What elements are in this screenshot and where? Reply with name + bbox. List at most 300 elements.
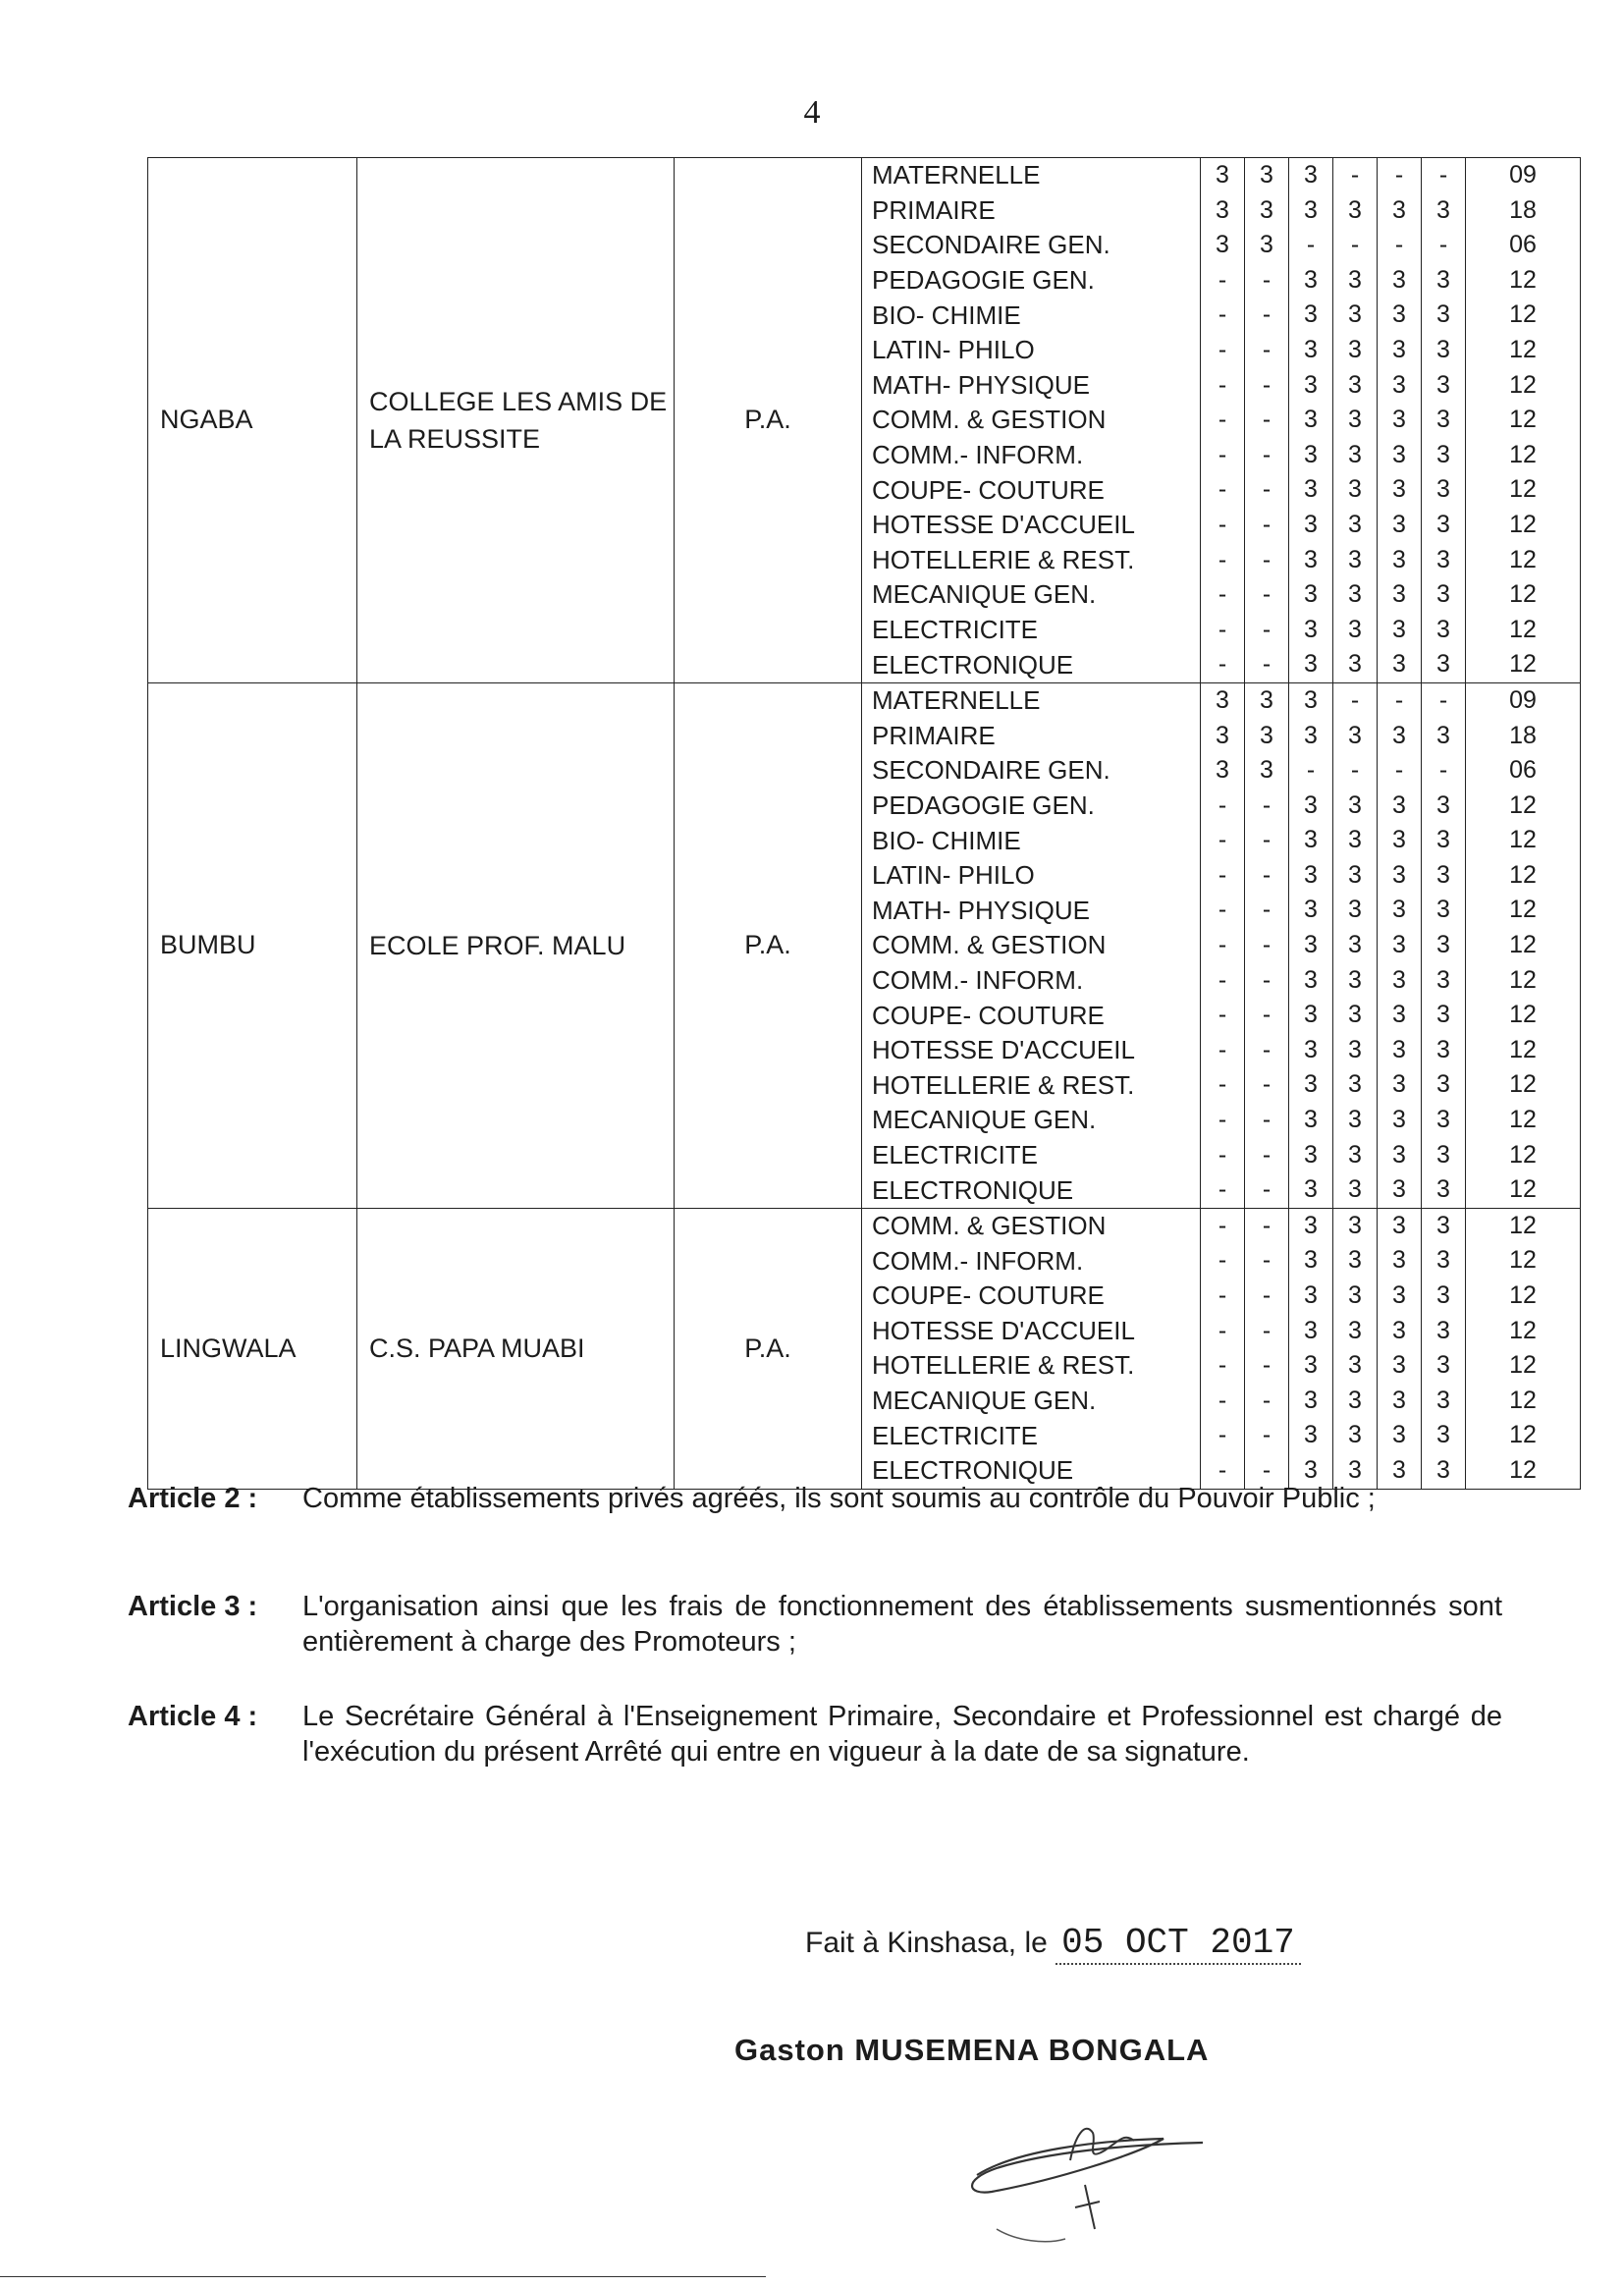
class-mark: -: [1438, 231, 1448, 259]
class-column-5: [1378, 158, 1422, 683]
class-mark: 3: [1304, 1421, 1318, 1449]
total-value: 06: [1509, 231, 1537, 259]
class-mark: 3: [1392, 860, 1406, 889]
option-name: [862, 1033, 1200, 1068]
class-mark: 3: [1304, 1106, 1318, 1134]
total-value: 12: [1509, 1140, 1537, 1169]
class-mark: 3: [1392, 475, 1406, 504]
class-mark: 3: [1216, 195, 1229, 224]
class-mark: 3: [1436, 1106, 1450, 1134]
class-mark: -: [1262, 896, 1272, 924]
option-label: COUPE- COUTURE: [872, 1280, 1105, 1311]
class-mark: 3: [1348, 1421, 1362, 1449]
total-value: 09: [1509, 161, 1537, 189]
option-label: COMM. & GESTION: [872, 930, 1107, 960]
class-mark: 3: [1304, 370, 1318, 399]
class-mark: -: [1218, 1455, 1227, 1484]
class-mark: 3: [1436, 1070, 1450, 1099]
class-mark: -: [1262, 1106, 1272, 1134]
class-mark: 3: [1392, 1316, 1406, 1344]
class-mark: 3: [1348, 1140, 1362, 1169]
class-mark: 3: [1392, 1421, 1406, 1449]
class-mark: 3: [1436, 1175, 1450, 1204]
option-name: [862, 298, 1200, 333]
options-cell: [862, 682, 1201, 1208]
total-value: 12: [1509, 1351, 1537, 1380]
option-name: [862, 333, 1200, 368]
class-mark: -: [1262, 1001, 1272, 1029]
class-mark: 3: [1392, 1106, 1406, 1134]
option-name: [862, 613, 1200, 648]
total-value: 12: [1509, 615, 1537, 643]
class-mark: -: [1262, 650, 1272, 679]
class-mark: 3: [1436, 1035, 1450, 1063]
option-label: ELECTRONIQUE: [872, 1174, 1074, 1205]
class-mark: 3: [1392, 545, 1406, 573]
option-name: [862, 438, 1200, 473]
option-name: [862, 823, 1200, 858]
option-name: [862, 263, 1200, 299]
class-mark: -: [1262, 860, 1272, 889]
class-mark: 3: [1304, 335, 1318, 363]
class-mark: 3: [1392, 370, 1406, 399]
option-label: COMM. & GESTION: [872, 1211, 1107, 1241]
class-mark: 3: [1392, 300, 1406, 329]
class-column-4: [1333, 158, 1378, 683]
option-name: [862, 753, 1200, 789]
class-mark: 3: [1392, 615, 1406, 643]
article-2: [128, 1481, 1502, 1516]
total-value: 06: [1509, 756, 1537, 785]
class-mark: -: [1262, 1070, 1272, 1099]
class-mark: 3: [1392, 790, 1406, 819]
option-name: [862, 1384, 1200, 1419]
class-mark: -: [1262, 1035, 1272, 1063]
class-mark: 3: [1348, 721, 1362, 749]
class-mark: -: [1218, 265, 1227, 294]
article-label: Article 3 :: [128, 1591, 258, 1622]
class-mark: 3: [1436, 475, 1450, 504]
class-mark: 3: [1348, 1455, 1362, 1484]
class-mark: 3: [1392, 965, 1406, 994]
options-cell: [862, 158, 1201, 683]
option-name: [862, 158, 1200, 193]
class-mark: 3: [1304, 1386, 1318, 1414]
class-mark: -: [1394, 756, 1404, 785]
class-mark: 3: [1436, 1351, 1450, 1380]
class-mark: -: [1218, 510, 1227, 538]
class-column-6: [1422, 158, 1466, 683]
class-mark: -: [1218, 860, 1227, 889]
class-mark: 3: [1348, 860, 1362, 889]
article-4: [128, 1699, 1502, 1769]
total-column: [1466, 158, 1581, 683]
class-mark: -: [1218, 335, 1227, 363]
class-mark: 3: [1348, 1386, 1362, 1414]
class-mark: -: [1262, 1140, 1272, 1169]
class-mark: -: [1306, 756, 1316, 785]
option-label: COMM.- INFORM.: [872, 964, 1084, 995]
class-mark: -: [1262, 475, 1272, 504]
class-mark: -: [1262, 1351, 1272, 1380]
class-mark: 3: [1392, 265, 1406, 294]
class-mark: 3: [1436, 1455, 1450, 1484]
option-name: [862, 368, 1200, 404]
total-value: 12: [1509, 1386, 1537, 1414]
total-value: 12: [1509, 1211, 1537, 1239]
total-value: 12: [1509, 826, 1537, 854]
class-mark: 3: [1392, 1281, 1406, 1309]
class-mark: 3: [1216, 756, 1229, 785]
class-mark: 3: [1348, 370, 1362, 399]
option-label: LATIN- PHILO: [872, 335, 1035, 365]
footer-rule: [0, 2276, 766, 2277]
class-mark: 3: [1260, 195, 1273, 224]
class-mark: -: [1306, 231, 1316, 259]
class-mark: 3: [1216, 685, 1229, 714]
class-mark: 3: [1304, 580, 1318, 609]
class-mark: -: [1218, 1070, 1227, 1099]
class-mark: 3: [1436, 545, 1450, 573]
option-label: HOTELLERIE & REST.: [872, 1069, 1135, 1100]
option-name: [862, 683, 1200, 719]
total-value: 12: [1509, 580, 1537, 609]
total-value: 12: [1509, 1246, 1537, 1275]
class-mark: -: [1262, 335, 1272, 363]
option-name: [862, 1103, 1200, 1138]
class-mark: 3: [1348, 195, 1362, 224]
commune-cell: NGABA: [148, 158, 357, 683]
class-mark: 3: [1348, 650, 1362, 679]
class-mark: 3: [1348, 510, 1362, 538]
class-mark: -: [1262, 265, 1272, 294]
class-mark: 3: [1436, 615, 1450, 643]
option-name: [862, 928, 1200, 963]
class-mark: -: [1218, 790, 1227, 819]
class-mark: 3: [1260, 756, 1273, 785]
class-mark: 3: [1348, 896, 1362, 924]
class-mark: 3: [1392, 650, 1406, 679]
total-value: 12: [1509, 1316, 1537, 1344]
class-mark: 3: [1392, 931, 1406, 959]
class-mark: 3: [1348, 1175, 1362, 1204]
option-name: [862, 403, 1200, 438]
class-mark: 3: [1304, 195, 1318, 224]
class-mark: -: [1218, 1175, 1227, 1204]
total-value: 12: [1509, 965, 1537, 994]
option-name: [862, 508, 1200, 543]
option-name: [862, 858, 1200, 894]
class-mark: 3: [1304, 1140, 1318, 1169]
class-mark: -: [1262, 1281, 1272, 1309]
article-label: Article 2 :: [128, 1483, 258, 1514]
class-mark: 3: [1392, 1175, 1406, 1204]
class-mark: 3: [1260, 721, 1273, 749]
class-mark: -: [1218, 1351, 1227, 1380]
class-mark: 3: [1436, 790, 1450, 819]
class-mark: 3: [1436, 300, 1450, 329]
table-row: [148, 1208, 1581, 1489]
class-mark: 3: [1304, 265, 1318, 294]
closing-place-date: [805, 1923, 1301, 1963]
school-cell: COLLEGE LES AMIS DE LA REUSSITE: [357, 158, 675, 683]
class-mark: 3: [1348, 1070, 1362, 1099]
total-value: 12: [1509, 1001, 1537, 1029]
option-name: [862, 1138, 1200, 1173]
class-mark: -: [1218, 896, 1227, 924]
total-value: 12: [1509, 1281, 1537, 1309]
class-mark: 3: [1304, 650, 1318, 679]
article-text: Comme établissements privés agréés, ils sont soumis au contrôle du Pouvoir Public ;: [302, 1483, 1376, 1514]
school-cell: ECOLE PROF. MALU: [357, 682, 675, 1208]
class-mark: -: [1262, 1211, 1272, 1239]
class-mark: 3: [1348, 475, 1362, 504]
class-mark: 3: [1304, 510, 1318, 538]
class-mark: 3: [1392, 510, 1406, 538]
option-label: PEDAGOGIE GEN.: [872, 789, 1095, 820]
class-mark: -: [1262, 1175, 1272, 1204]
option-label: MECANIQUE GEN.: [872, 1105, 1097, 1135]
option-label: HOTELLERIE & REST.: [872, 1350, 1135, 1381]
class-mark: 3: [1304, 1001, 1318, 1029]
class-mark: 3: [1304, 1455, 1318, 1484]
class-mark: 3: [1436, 860, 1450, 889]
total-column: [1466, 1208, 1581, 1489]
class-mark: 3: [1392, 1351, 1406, 1380]
class-mark: 3: [1304, 685, 1318, 714]
class-mark: -: [1218, 1106, 1227, 1134]
class-mark: 3: [1392, 1455, 1406, 1484]
class-mark: 3: [1392, 406, 1406, 434]
total-value: 12: [1509, 1070, 1537, 1099]
class-mark: 3: [1436, 1140, 1450, 1169]
class-mark: 3: [1348, 580, 1362, 609]
class-mark: -: [1218, 475, 1227, 504]
class-mark: 3: [1304, 161, 1318, 189]
class-mark: 3: [1436, 650, 1450, 679]
option-label: COMM.- INFORM.: [872, 1245, 1084, 1276]
class-mark: 3: [1348, 615, 1362, 643]
article-text: Le Secrétaire Général à l'Enseignement Primaire, Secondaire et Professionnel est chargé de l'exécution du présent Arrêté qui entre en vigueur à la date de sa signature.: [302, 1701, 1502, 1768]
schools-table: [147, 157, 1581, 1490]
class-mark: -: [1218, 965, 1227, 994]
class-mark: 3: [1304, 1175, 1318, 1204]
class-mark: 3: [1392, 721, 1406, 749]
total-value: 12: [1509, 475, 1537, 504]
option-label: PEDAGOGIE GEN.: [872, 265, 1095, 296]
class-column-1: [1201, 158, 1245, 683]
class-mark: 3: [1304, 440, 1318, 468]
class-mark: 3: [1304, 721, 1318, 749]
class-column-2: [1245, 158, 1289, 683]
class-mark: 3: [1260, 685, 1273, 714]
class-mark: 3: [1348, 1001, 1362, 1029]
class-mark: 3: [1304, 545, 1318, 573]
class-mark: 3: [1304, 406, 1318, 434]
option-name: [862, 1418, 1200, 1453]
class-mark: 3: [1348, 440, 1362, 468]
class-column-3: [1289, 158, 1333, 683]
class-mark: -: [1262, 615, 1272, 643]
class-mark: 3: [1348, 1316, 1362, 1344]
table-row: [148, 158, 1581, 683]
class-mark: -: [1218, 580, 1227, 609]
class-mark: -: [1350, 685, 1360, 714]
class-mark: -: [1218, 1386, 1227, 1414]
class-mark: 3: [1436, 510, 1450, 538]
option-name: [862, 893, 1200, 928]
option-label: BIO- CHIMIE: [872, 825, 1021, 855]
class-mark: -: [1262, 1246, 1272, 1275]
total-value: 12: [1509, 440, 1537, 468]
class-mark: -: [1438, 161, 1448, 189]
class-column-6: [1422, 682, 1466, 1208]
class-mark: 3: [1348, 1211, 1362, 1239]
total-value: 12: [1509, 1106, 1537, 1134]
class-mark: 3: [1392, 1140, 1406, 1169]
class-mark: 3: [1348, 1106, 1362, 1134]
class-mark: 3: [1392, 1070, 1406, 1099]
option-label: MATERNELLE: [872, 685, 1041, 716]
class-mark: -: [1262, 370, 1272, 399]
class-mark: 3: [1304, 1211, 1318, 1239]
option-label: SECONDAIRE GEN.: [872, 230, 1110, 260]
option-name: [862, 1067, 1200, 1103]
class-mark: -: [1262, 826, 1272, 854]
class-mark: 3: [1348, 826, 1362, 854]
option-name: [862, 1172, 1200, 1208]
signature-date: 05 OCT 2017: [1056, 1923, 1301, 1965]
article-3: [128, 1589, 1502, 1660]
commune-cell: LINGWALA: [148, 1208, 357, 1489]
class-mark: -: [1218, 1281, 1227, 1309]
total-value: 12: [1509, 931, 1537, 959]
class-column-4: [1333, 1208, 1378, 1489]
class-mark: 3: [1436, 1386, 1450, 1414]
total-value: 12: [1509, 860, 1537, 889]
class-mark: -: [1350, 231, 1360, 259]
class-mark: 3: [1348, 1281, 1362, 1309]
option-label: ELECTRICITE: [872, 1420, 1039, 1450]
class-mark: 3: [1304, 1351, 1318, 1380]
class-mark: -: [1218, 370, 1227, 399]
class-mark: 3: [1436, 931, 1450, 959]
option-name: [862, 1348, 1200, 1384]
class-mark: 3: [1304, 790, 1318, 819]
class-column-3: [1289, 682, 1333, 1208]
class-mark: 3: [1348, 1035, 1362, 1063]
option-label: ELECTRICITE: [872, 1139, 1039, 1170]
class-mark: 3: [1348, 965, 1362, 994]
class-mark: 3: [1304, 896, 1318, 924]
commune-cell: BUMBU: [148, 682, 357, 1208]
class-mark: -: [1218, 300, 1227, 329]
option-label: MECANIQUE GEN.: [872, 1386, 1097, 1416]
total-value: 12: [1509, 335, 1537, 363]
class-mark: -: [1350, 161, 1360, 189]
class-mark: 3: [1216, 721, 1229, 749]
class-mark: 3: [1260, 161, 1273, 189]
option-label: PRIMAIRE: [872, 194, 996, 225]
class-mark: 3: [1304, 1070, 1318, 1099]
class-mark: 3: [1348, 300, 1362, 329]
total-value: 12: [1509, 896, 1537, 924]
signatory-name: Gaston MUSEMENA BONGALA: [734, 2033, 1210, 2067]
class-mark: 3: [1304, 300, 1318, 329]
total-value: 12: [1509, 370, 1537, 399]
class-mark: -: [1262, 1316, 1272, 1344]
total-value: 12: [1509, 1421, 1537, 1449]
class-mark: 3: [1392, 1035, 1406, 1063]
class-mark: -: [1218, 1246, 1227, 1275]
class-mark: -: [1394, 231, 1404, 259]
class-mark: 3: [1436, 1281, 1450, 1309]
class-mark: 3: [1392, 440, 1406, 468]
class-mark: 3: [1216, 161, 1229, 189]
option-label: ELECTRONIQUE: [872, 1455, 1074, 1486]
class-mark: -: [1218, 406, 1227, 434]
class-mark: -: [1350, 756, 1360, 785]
option-label: HOTESSE D'ACCUEIL: [872, 510, 1135, 540]
class-mark: 3: [1348, 406, 1362, 434]
class-mark: 3: [1392, 335, 1406, 363]
class-mark: -: [1438, 685, 1448, 714]
option-label: COUPE- COUTURE: [872, 474, 1105, 505]
class-mark: 3: [1392, 1001, 1406, 1029]
class-mark: 3: [1392, 580, 1406, 609]
option-name: [862, 1209, 1200, 1244]
option-label: MECANIQUE GEN.: [872, 579, 1097, 610]
class-mark: 3: [1348, 265, 1362, 294]
class-mark: 3: [1304, 1316, 1318, 1344]
class-mark: 3: [1348, 545, 1362, 573]
total-value: 12: [1509, 1035, 1537, 1063]
option-name: [862, 1243, 1200, 1279]
class-mark: 3: [1436, 195, 1450, 224]
class-mark: 3: [1304, 615, 1318, 643]
class-mark: 3: [1392, 1211, 1406, 1239]
option-name: [862, 647, 1200, 682]
class-column-2: [1245, 1208, 1289, 1489]
option-label: HOTELLERIE & REST.: [872, 544, 1135, 574]
school-cell: C.S. PAPA MUABI: [357, 1208, 675, 1489]
total-value: 12: [1509, 545, 1537, 573]
class-column-4: [1333, 682, 1378, 1208]
option-label: LATIN- PHILO: [872, 860, 1035, 891]
total-value: 09: [1509, 685, 1537, 714]
class-mark: 3: [1436, 896, 1450, 924]
option-name: [862, 789, 1200, 824]
class-mark: -: [1218, 1211, 1227, 1239]
option-label: MATERNELLE: [872, 160, 1041, 190]
class-mark: 3: [1436, 370, 1450, 399]
option-name: [862, 193, 1200, 229]
class-mark: -: [1218, 1140, 1227, 1169]
class-mark: 3: [1304, 931, 1318, 959]
class-column-1: [1201, 682, 1245, 1208]
class-column-5: [1378, 1208, 1422, 1489]
class-mark: -: [1394, 685, 1404, 714]
option-label: BIO- CHIMIE: [872, 299, 1021, 330]
option-label: HOTESSE D'ACCUEIL: [872, 1315, 1135, 1345]
total-value: 12: [1509, 1175, 1537, 1204]
option-name: [862, 1279, 1200, 1314]
type-cell: P.A.: [675, 158, 862, 683]
class-column-5: [1378, 682, 1422, 1208]
class-column-3: [1289, 1208, 1333, 1489]
class-mark: 3: [1392, 1386, 1406, 1414]
class-mark: -: [1218, 545, 1227, 573]
